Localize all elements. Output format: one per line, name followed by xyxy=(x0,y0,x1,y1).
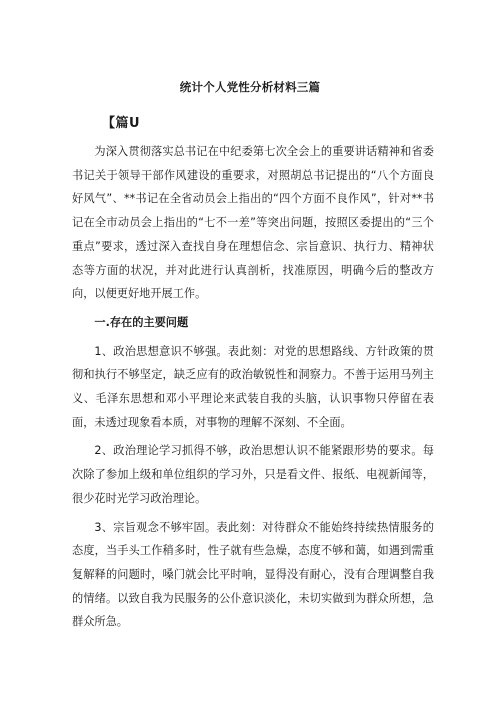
problem-paragraph-3: 3、宗旨观念不够牢固。表此刻：对待群众不能始终持续热情服务的态度，当手头工作稍多时，性子就有些急燥，态度不够和蔼，如遇到需重复解释的问题时，嗓门就会比平时响，显得没有耐心，没有合理调整自我的情绪。以致自我为民服务的公仆意识淡化，未切实做到为群众所想，急群众所急。 xyxy=(72,520,434,629)
document-body xyxy=(72,140,434,639)
document-title: 统计个人党性分析材料三篇 xyxy=(179,80,321,94)
problem-paragraph-1: 1、政治思想意识不够强。表此刻：对党的思想路线、方针政策的贯彻和执行不够坚定，缺乏应有的政治敏锐性和洞察力。不善于运用马列主义、毛泽东思想和邓小平理论来武装自我的头脑，认识事物只停留在表面，未透过现象看本质，对事物的理解不深刻、不全面。 xyxy=(72,344,434,429)
intro-paragraph: 为深入贯彻落实总书记在中纪委第七次全会上的重要讲话精神和省委书记关于领导干部作风建设的重要求，对照胡总书记提出的“八个方面良好风气”、**书记在全省动员会上指出的“四个方面不良作风”，针对**书记在全市动员会上指出的“七不一差”等突出问题，按照区委提出的“三个重点”要求，透过深入查找自身在理想信念、宗旨意识、执行力、精神状态等方面的状况，并对此进行认真剖析，找准原因，明确今后的整改方向，以便更好地开展工作。 xyxy=(72,145,434,301)
section-heading: 【篇U xyxy=(102,116,141,131)
problem-paragraph-2: 2、政治理论学习抓得不够，政治思想认识不能紧跟形势的要求。每次除了参加上级和单位组织的学习外，只是看文件、报纸、电视新闻等，很少花时光学习政治理论。 xyxy=(72,444,434,505)
problems-heading: 一.存在的主要问题 xyxy=(94,315,189,329)
